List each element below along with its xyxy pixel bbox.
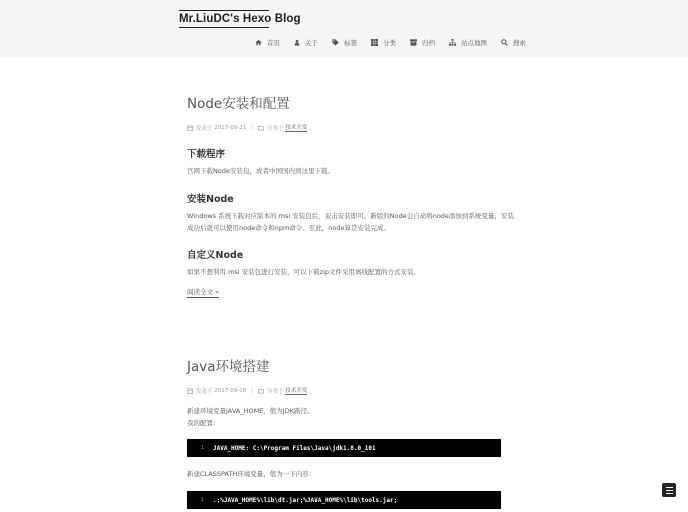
site-title[interactable]: Mr.LiuDC's Hexo Blog <box>179 13 301 25</box>
sidebar-toggle-button[interactable] <box>662 483 676 497</box>
section-heading: 自定义Node <box>187 250 244 261</box>
menu-label-sitemap: 站点地图 <box>461 39 487 47</box>
section-text: 官网下载Node安装包，或者中国国内到这里下载。 <box>187 167 334 175</box>
section-text: Windows 系统下载对应版本的 msi 安装包后，双击安装即可。新版的Node会自动将node添加到系统变量，安装 <box>187 212 514 220</box>
meta-divider: | <box>251 387 254 394</box>
folder-icon <box>258 125 264 131</box>
tags-icon <box>332 39 339 46</box>
code-block <box>187 439 501 457</box>
folder-icon <box>258 388 264 394</box>
code-block <box>187 491 501 509</box>
sitemap-icon <box>449 39 456 46</box>
read-more-link[interactable]: 阅读全文 » <box>187 288 220 296</box>
paragraph: 新建环境变量JAVA_HOME，值为JDK路径。 <box>187 407 314 415</box>
search-icon <box>501 39 508 46</box>
section-text: 如果不想利用 msi 安装包进行安装，可以下载zip文件采用离线配置的方式安装。 <box>187 268 421 276</box>
post-title[interactable]: Java环境搭建 <box>187 359 270 375</box>
post-category-link[interactable]: 技术开发 <box>285 388 308 394</box>
posted-label: 发表于 <box>196 125 213 132</box>
section-heading: 下载程序 <box>187 149 226 160</box>
brand-top-line <box>179 10 269 11</box>
post-java <box>187 355 501 509</box>
post-meta <box>187 386 501 395</box>
posted-label: 发表于 <box>196 388 213 395</box>
menu-item-about[interactable] <box>294 38 318 47</box>
paragraph: 新建CLASSPATH环境变量，值为一下内容： <box>187 470 316 478</box>
menu-item-home[interactable] <box>255 38 280 47</box>
menu-item-tags[interactable] <box>332 38 357 47</box>
read-more-wrap <box>187 287 501 298</box>
menu-label-search: 搜索 <box>513 39 526 47</box>
section-heading: 安装Node <box>187 194 234 205</box>
code-line-number: 1 <box>200 445 204 451</box>
menu-bar-icon <box>666 493 673 494</box>
user-icon <box>294 39 300 46</box>
menu-item-search[interactable] <box>501 38 526 47</box>
category-label: 分类于 <box>267 125 284 132</box>
code-line: .;%JAVA_HOME%\lib\dt.jar;%JAVA_HOME%\lib\tools.jar; <box>213 496 398 504</box>
code-line-number: 1 <box>200 497 204 503</box>
category-label: 分类于 <box>267 388 284 395</box>
brand[interactable] <box>179 10 301 28</box>
section-text: 成功后就可以使用node命令和npm命令。至此，node算是安装完成。 <box>187 224 391 232</box>
site-header <box>0 0 688 57</box>
post-date: 2017-09-21 <box>214 124 247 131</box>
post-title[interactable]: Node安装和配置 <box>187 96 290 112</box>
main-menu <box>255 38 540 47</box>
menu-label-tags: 标签 <box>344 39 357 47</box>
menu-item-archives[interactable] <box>410 38 435 47</box>
menu-item-sitemap[interactable] <box>449 38 487 47</box>
menu-item-categories[interactable] <box>371 38 396 47</box>
paragraph: 我的配置： <box>187 419 220 427</box>
post-meta <box>187 123 501 132</box>
brand-bottom-line <box>179 27 269 28</box>
menu-bar-icon <box>666 490 673 491</box>
post-node <box>187 92 514 298</box>
menu-bar-icon <box>666 487 673 488</box>
th-icon <box>371 39 378 46</box>
post-category-link[interactable]: 技术开发 <box>285 125 308 131</box>
menu-label-home: 首页 <box>267 39 280 47</box>
meta-divider: | <box>251 124 254 131</box>
menu-label-categories: 分类 <box>383 39 396 47</box>
post-date: 2017-09-18 <box>214 387 247 394</box>
home-icon <box>255 39 262 46</box>
code-line: JAVA_HOME: C:\Program Files\Java\jdk1.8.0_101 <box>213 444 376 452</box>
calendar-icon <box>187 388 193 394</box>
archive-icon <box>410 39 417 46</box>
calendar-icon <box>187 125 193 131</box>
menu-label-about: 关于 <box>305 39 318 47</box>
menu-label-archives: 归档 <box>422 39 435 47</box>
